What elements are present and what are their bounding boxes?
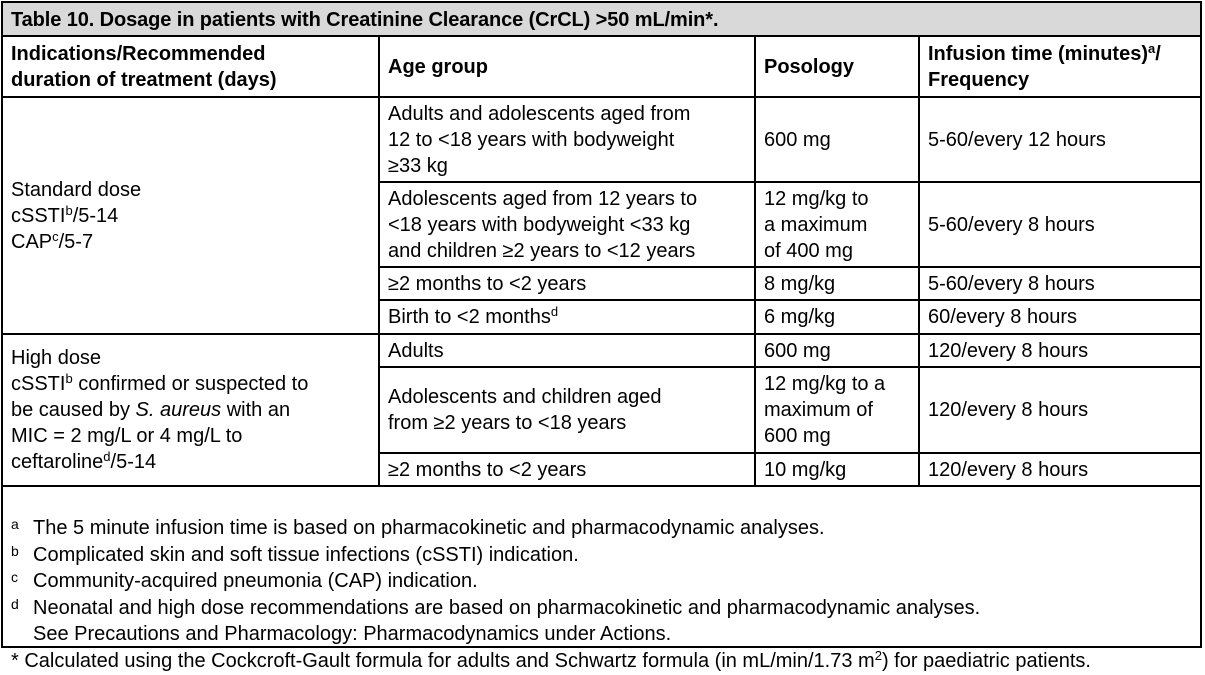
age-group-cell [379,182,755,267]
footnote-text: Complicated skin and soft tissue infections (cSSTI) indication. [33,542,579,569]
footnote-ref-c: c [52,229,59,244]
age-line: and children ≥2 years to <12 years [388,240,695,262]
high-line5-pre: ceftaroline [11,451,103,473]
footnote-text: Neonatal and high dose recommendations are based on pharmacokinetic and pharmacodynamic analyses. [33,595,980,622]
standard-dose-label: Standard dose [11,179,141,201]
header-infusion-slash: / [1155,43,1161,65]
organism-name: S. aureus [136,399,222,421]
table-row [3,334,1200,367]
header-row [3,37,1200,97]
age-line: Adolescents and children aged [388,386,662,408]
header-infusion-line2: Frequency [928,69,1029,91]
posology-line: 12 mg/kg to a [764,373,885,395]
high-cssti: cSSTI [11,373,65,395]
superscript-2: 2 [875,649,882,675]
posology-cell [755,367,919,453]
footnote-mark: b [11,542,33,569]
age-group-cell [379,97,755,182]
age-group-cell [379,300,755,334]
table-row [3,97,1200,182]
infusion-cell: 5-60/every 12 hours [919,97,1200,182]
age-group-cell: ≥2 months to <2 years [379,267,755,300]
infusion-cell: 120/every 8 hours [919,334,1200,367]
posology-cell [755,182,919,267]
footnote-mark: c [11,568,33,595]
age-group-cell: ≥2 months to <2 years [379,453,755,486]
footnote-ref-d: d [103,449,110,464]
header-age-group: Age group [379,37,755,97]
footnote-b [11,542,1200,569]
header-posology: Posology [755,37,919,97]
footnote-star-text: * Calculated using the Cockcroft-Gault formula for adults and Schwartz formula (in mL/min/1.73 m [11,648,875,675]
infusion-cell: 5-60/every 8 hours [919,267,1200,300]
age-group-cell [379,367,755,453]
dosage-table-panel [1,1,1202,648]
age-line: <18 years with bodyweight <33 kg [388,214,690,236]
age-line: Adults and adolescents aged from [388,103,690,125]
high-dose-cell [3,334,379,486]
posology-line: 12 mg/kg to [764,188,869,210]
posology-line: maximum of [764,399,873,421]
infusion-cell: 120/every 8 hours [919,367,1200,453]
age-line: from ≥2 years to <18 years [388,412,626,434]
posology-cell: 600 mg [755,334,919,367]
footnote-a [11,515,1200,542]
standard-cap-duration: /5-7 [59,231,93,253]
footnote-text: The 5 minute infusion time is based on pharmacokinetic and pharmacodynamic analyses. [33,515,825,542]
posology-cell: 10 mg/kg [755,453,919,486]
high-line3-pre: be caused by [11,399,136,421]
footnote-star-text-end: ) for paediatric patients. [882,648,1091,675]
footnote-text: Community-acquired pneumonia (CAP) indication. [33,568,478,595]
posology-cell: 6 mg/kg [755,300,919,334]
footnote-star [11,648,1200,675]
age-line: 12 to <18 years with bodyweight [388,129,674,151]
high-dose-label: High dose [11,347,101,369]
infusion-cell: 60/every 8 hours [919,300,1200,334]
dosage-table [3,37,1200,487]
high-line3-post: with an [221,399,290,421]
footnotes [3,515,1200,646]
footnote-ref-b: b [65,371,72,386]
infusion-cell: 5-60/every 8 hours [919,182,1200,267]
standard-cssti-duration: /5-14 [73,205,119,227]
footnote-mark: a [11,515,33,542]
standard-cssti: cSSTI [11,205,65,227]
footnote-ref-b: b [65,203,72,218]
header-indications-line1: Indications/Recommended [11,43,266,65]
age-group-cell: Adults [379,334,755,367]
age-line: Adolescents aged from 12 years to [388,188,697,210]
footnote-d [11,595,1200,622]
standard-dose-cell [3,97,379,334]
table-title: Table 10. Dosage in patients with Creatinine Clearance (CrCL) >50 mL/min*. [3,3,1200,37]
header-indications [3,37,379,97]
header-infusion-line1: Infusion time (minutes) [928,43,1148,65]
high-line5-duration: /5-14 [111,451,157,473]
standard-cap: CAP [11,231,52,253]
high-line4: MIC = 2 mg/L or 4 mg/L to [11,425,242,447]
age-line: ≥33 kg [388,155,448,177]
footnote-d-continued: See Precautions and Pharmacology: Pharmacodynamics under Actions. [11,621,1200,648]
posology-line: of 400 mg [764,240,853,262]
footnote-ref-d: d [551,304,558,319]
infusion-cell: 120/every 8 hours [919,453,1200,486]
posology-cell: 600 mg [755,97,919,182]
posology-line: 600 mg [764,425,831,447]
footnote-ref-a: a [1148,41,1155,56]
posology-line: a maximum [764,214,867,236]
posology-cell: 8 mg/kg [755,267,919,300]
footnote-mark: d [11,595,33,622]
header-infusion [919,37,1200,97]
footnote-c [11,568,1200,595]
high-line2: confirmed or suspected to [73,373,309,395]
age-line: Birth to <2 months [388,306,551,328]
header-indications-line2: duration of treatment (days) [11,69,277,91]
